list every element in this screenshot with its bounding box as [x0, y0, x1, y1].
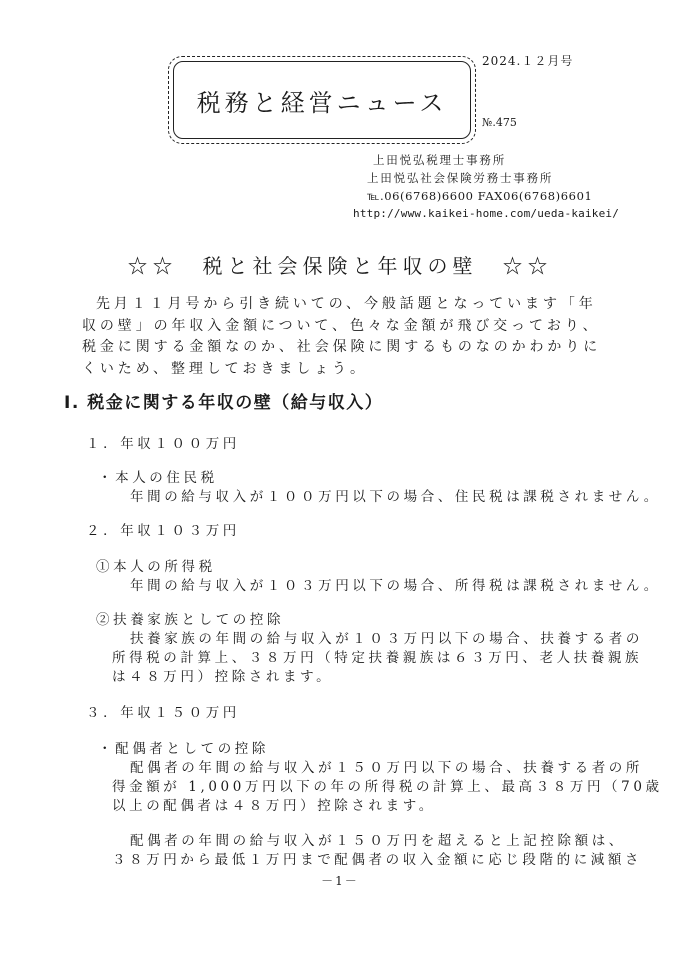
office-contact: ℡.06(6768)6600 FAX06(6768)6601: [367, 189, 593, 203]
office-url: http://www.kaikei-home.com/ueda-kaikei/: [353, 207, 620, 220]
body-line: 扶養家族の年間の給与収入が１０３万円以下の場合、扶養する者の: [130, 631, 643, 647]
newsletter-title: 税務と経営ニュース: [196, 89, 448, 117]
section-heading: Ⅰ. 税金に関する年収の壁（給与収入）: [64, 393, 384, 413]
issue-date: 2024.１２月号: [482, 54, 574, 68]
body-line: ３８万円から最低１万円まで配偶者の収入金額に応じ段階的に減額さ: [112, 852, 643, 868]
body-line: 配偶者の年間の給与収入が１５０万円を超えると上記控除額は、: [130, 833, 626, 849]
page-number: －1－: [321, 874, 359, 888]
sub-item-heading: ・配偶者としての控除: [98, 741, 269, 757]
item-heading: ３．年収１５０万円: [86, 705, 240, 721]
body-line: 以上の配偶者は４８万円）控除されます。: [112, 798, 436, 814]
body-line: 年間の給与収入が１００万円以下の場合、住民税は課税されません。: [130, 489, 661, 505]
item-heading: １．年収１００万円: [86, 436, 240, 452]
item-heading: ２．年収１０３万円: [86, 523, 240, 539]
newsletter-header-box: [168, 56, 476, 144]
office-labor-name: 上田悦弘社会保険労務士事務所: [367, 171, 554, 185]
issue-number: №.475: [482, 116, 517, 129]
article-title: ☆☆ 税と社会保険と年収の壁 ☆☆: [127, 254, 553, 278]
body-line: 配偶者の年間の給与収入が１５０万円以下の場合、扶養する者の所: [130, 760, 643, 776]
body-line: は４８万円）控除されます。: [112, 669, 334, 685]
sub-item-heading: ①本人の所得税: [96, 559, 216, 575]
body-line: 得金額が 1,000万円以下の年の所得税の計算上、最高３８万円（70歳: [112, 779, 663, 795]
sub-item-heading: ・本人の住民税: [98, 470, 218, 486]
body-line: 所得税の計算上、３８万円（特定扶養親族は６３万円、老人扶養親族: [112, 650, 643, 666]
article-intro: 先月１１月号から引き続いての、今般話題となっています「年収の壁」の年収入金額について、色々な金額が飛び交っており、税金に関する金額なのか、社会保険に関するものなのかわかりにくいため、整理しておきましょう。: [82, 296, 602, 377]
body-line: 年間の給与収入が１０３万円以下の場合、所得税は課税されません。: [130, 578, 661, 594]
sub-item-heading: ②扶養家族としての控除: [96, 612, 285, 628]
office-tax-name: 上田悦弘税理士事務所: [373, 153, 506, 167]
